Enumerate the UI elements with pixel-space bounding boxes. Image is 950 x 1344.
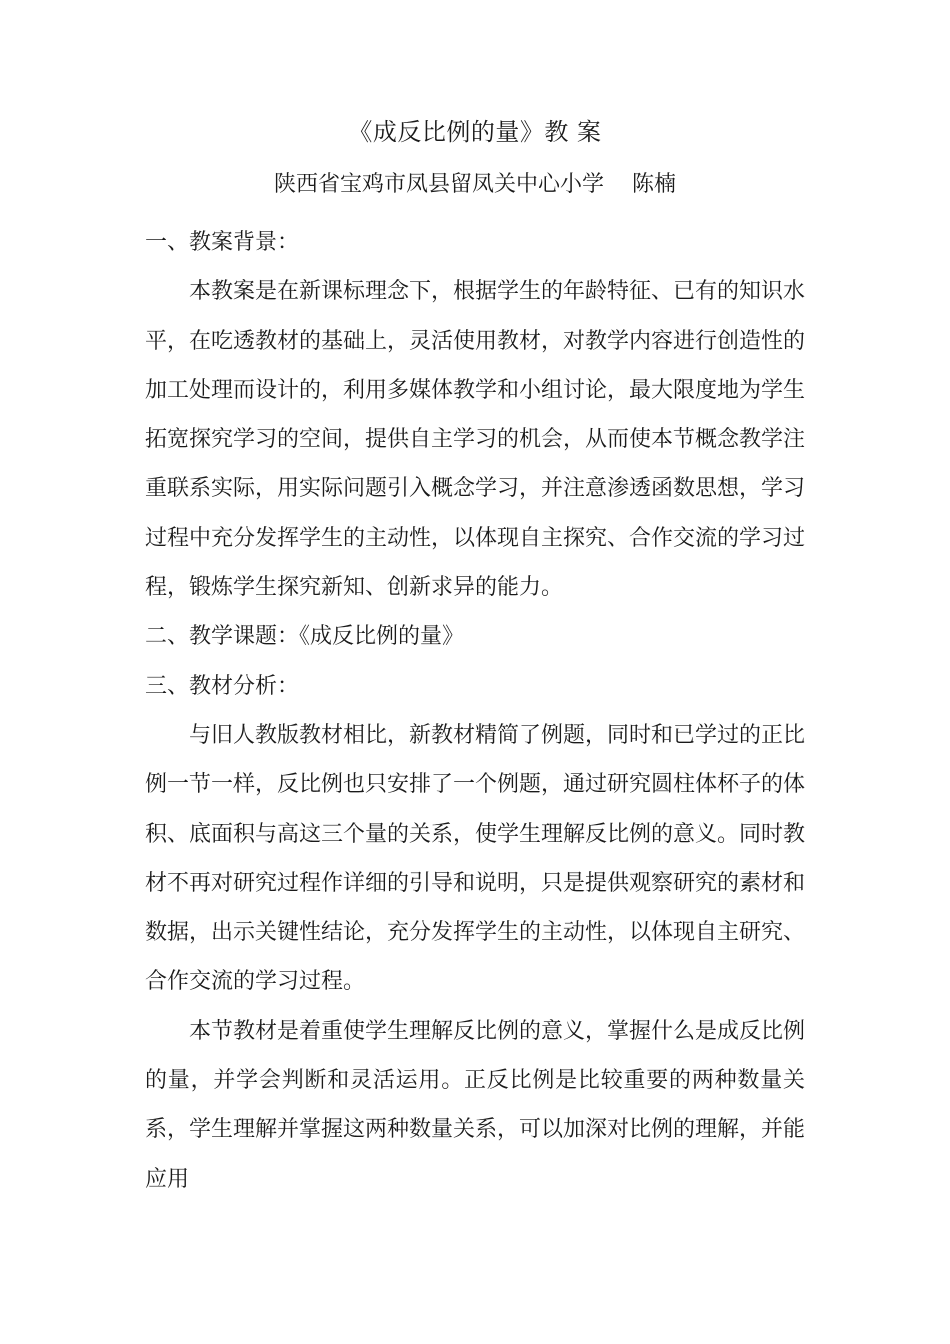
document-author: 陕西省宝鸡市凤县留凤关中心小学 陈楠 bbox=[274, 172, 676, 197]
document-body bbox=[145, 218, 805, 1204]
section-heading-topic: 二、教学课题：《成反比例的量》 bbox=[145, 624, 465, 650]
paragraph-analysis-2: 本节教材是着重使学生理解反比例的意义，掌握什么是成反比例的量，并学会判断和灵活运用。正反比例是比较重要的两种数量关系，学生理解并掌握这两种数量关系，可以加深对比例的理解，并能应用 bbox=[145, 1018, 806, 1192]
document-title: 《成反比例的量》教 案 bbox=[348, 118, 602, 146]
paragraph-background: 本教案是在新课标理念下，根据学生的年龄特征、已有的知识水平，在吃透教材的基础上，灵活使用教材，对教学内容进行创造性的加工处理而设计的，利用多媒体教学和小组讨论，最大限度地为学生拓宽探究学习的空间，提供自主学习的机会，从而使本节概念教学注重联系实际，用实际问题引入概念学习，并注意渗透函数思想，学习过程中充分发挥学生的主动性，以体现自主探究、合作交流的学习过程，锻炼学生探究新知、创新求异的能力。 bbox=[145, 279, 806, 601]
section-heading-analysis: 三、教材分析： bbox=[145, 673, 300, 699]
paragraph-analysis-1: 与旧人教版教材相比，新教材精简了例题，同时和已学过的正比例一节一样，反比例也只安排了一个例题，通过研究圆柱体杯子的体积、底面积与高这三个量的关系，使学生理解反比例的意义。同时教材不再对研究过程作详细的引导和说明，只是提供观察研究的素材和数据，出示关键性结论，充分发挥学生的主动性，以体现自主研究、合作交流的学习过程。 bbox=[145, 722, 806, 995]
section-heading-background: 一、教案背景： bbox=[145, 230, 300, 255]
